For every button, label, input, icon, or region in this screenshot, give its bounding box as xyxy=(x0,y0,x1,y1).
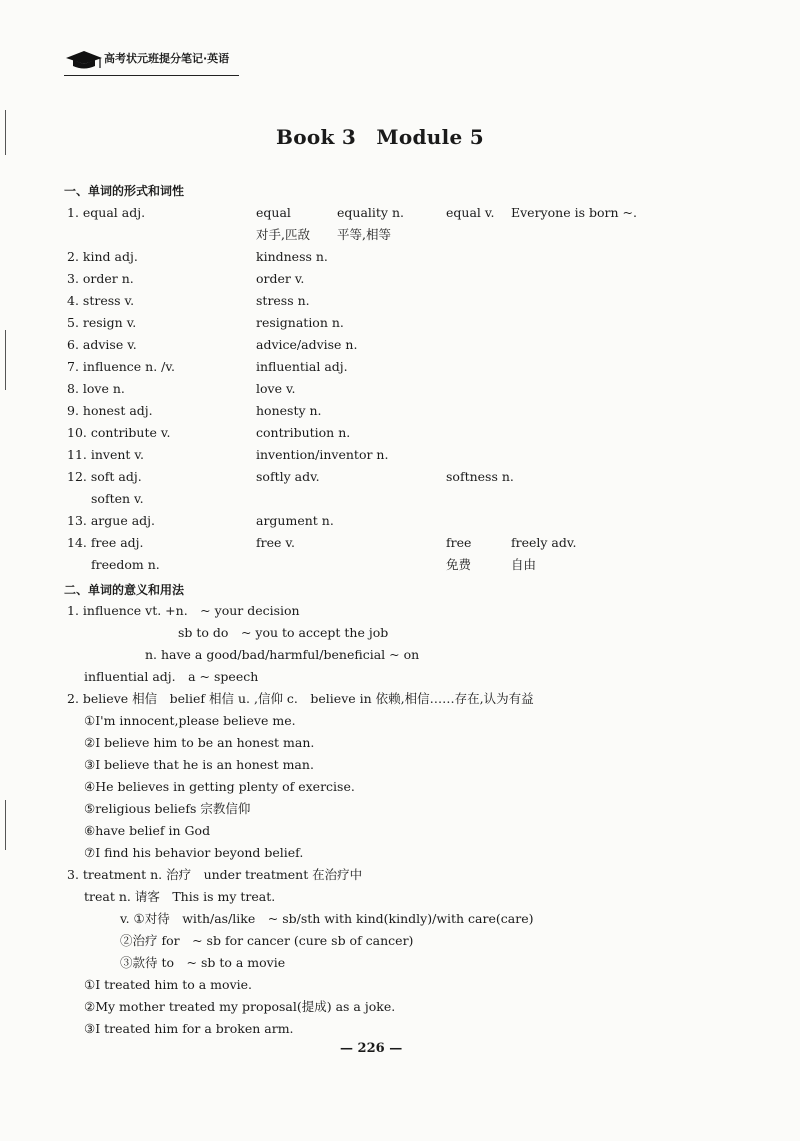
word-form-cell: kindness n. xyxy=(256,249,328,264)
word-form-cell: honesty n. xyxy=(256,403,322,418)
word-form-cell: equality n. xyxy=(337,205,404,220)
word-form-cell: stress n. xyxy=(256,293,310,308)
word-form-cell: softly adv. xyxy=(256,469,320,484)
word-form-cell: equal xyxy=(256,205,291,220)
usage-line: 3. treatment n. 治疗 under treatment 在治疗中 xyxy=(67,867,363,882)
graduation-cap-icon xyxy=(64,47,104,71)
usage-line: n. have a good/bad/harmful/beneficial ~ on xyxy=(145,647,420,662)
word-form-cell: free xyxy=(446,535,472,550)
word-form-cell: 平等,相等 xyxy=(337,227,391,242)
usage-line: sb to do ~ you to accept the job xyxy=(178,625,389,640)
example-sentence: ⑥have belief in God xyxy=(84,823,211,838)
usage-line: v. ①对待 with/as/like ~ sb/sth with kind(kindly)/with care(care) xyxy=(120,911,534,926)
word-form-cell: 11. invent v. xyxy=(67,447,144,462)
usage-line: 2. believe 相信 belief 相信 u. ,信仰 c. believe in 依赖,相信……存在,认为有益 xyxy=(67,691,534,706)
word-form-cell: Everyone is born ~. xyxy=(511,205,637,220)
word-form-cell: resignation n. xyxy=(256,315,344,330)
usage-line: 1. influence vt. +n. ~ your decision xyxy=(67,603,300,618)
word-form-cell: 7. influence n. /v. xyxy=(67,359,175,374)
example-sentence: ②My mother treated my proposal(提成) as a joke. xyxy=(84,999,396,1014)
word-form-cell: influential adj. xyxy=(256,359,348,374)
example-sentence: ④He believes in getting plenty of exercise. xyxy=(84,779,355,794)
word-form-cell: invention/inventor n. xyxy=(256,447,389,462)
book-header xyxy=(64,47,244,77)
word-form-cell: softness n. xyxy=(446,469,514,484)
word-form-cell: 5. resign v. xyxy=(67,315,137,330)
word-form-cell: argument n. xyxy=(256,513,334,528)
word-form-cell: freedom n. xyxy=(91,557,160,572)
usage-line: ②治疗 for ~ sb for cancer (cure sb of cancer) xyxy=(120,933,414,948)
scan-edge-mark xyxy=(5,800,6,850)
example-sentence: ①I'm innocent,please believe me. xyxy=(84,713,296,728)
word-form-cell: 免费 xyxy=(446,557,472,572)
usage-line: ③款待 to ~ sb to a movie xyxy=(120,955,286,970)
example-sentence: ①I treated him to a movie. xyxy=(84,977,252,992)
word-form-cell: softe​n v. xyxy=(91,491,144,506)
word-form-cell: 13. argue adj. xyxy=(67,513,156,528)
word-form-cell: 4. stress v. xyxy=(67,293,135,308)
word-form-cell: 14. free adj. xyxy=(67,535,144,550)
usage-line: influential adj. a ~ speech xyxy=(84,669,259,684)
word-form-cell: 2. kind adj. xyxy=(67,249,138,264)
page-number: — 226 — xyxy=(340,1041,403,1056)
example-sentence: ⑦I find his behavior beyond belief. xyxy=(84,845,304,860)
example-sentence: ③I believe that he is an honest man. xyxy=(84,757,314,772)
word-form-cell: 3. order n. xyxy=(67,271,134,286)
word-form-cell: free v. xyxy=(256,535,295,550)
word-form-cell: freely adv. xyxy=(511,535,577,550)
section-heading: 一、单词的形式和词性 xyxy=(64,184,185,198)
word-form-cell: 10. contribute v. xyxy=(67,425,171,440)
word-form-cell: advice/advise n. xyxy=(256,337,358,352)
word-form-cell: contribution n. xyxy=(256,425,351,440)
word-form-cell: 对手,匹敌 xyxy=(256,227,310,242)
word-form-cell: 1. equal adj. xyxy=(67,205,146,220)
page-title: Book 3 Module 5 xyxy=(275,125,485,149)
word-form-cell: order v. xyxy=(256,271,305,286)
word-form-cell: 9. honest adj. xyxy=(67,403,153,418)
header-rule xyxy=(64,75,239,76)
example-sentence: ⑤religious beliefs 宗教信仰 xyxy=(84,801,251,816)
word-form-cell: 6. advise v. xyxy=(67,337,137,352)
scan-edge-mark xyxy=(5,330,6,390)
header-title: 高考状元班提分笔记·英语 xyxy=(104,52,230,65)
word-form-cell: equal v. xyxy=(446,205,495,220)
example-sentence: ③I treated him for a broken arm. xyxy=(84,1021,294,1036)
section-heading: 二、单词的意义和用法 xyxy=(64,583,185,597)
word-form-cell: 自由 xyxy=(511,557,537,572)
word-form-cell: love v. xyxy=(256,381,296,396)
word-form-cell: 8. love n. xyxy=(67,381,125,396)
word-form-cell: 12. soft adj. xyxy=(67,469,142,484)
usage-line: treat n. 请客 This is my treat. xyxy=(84,889,276,904)
example-sentence: ②I believe him to be an honest man. xyxy=(84,735,315,750)
